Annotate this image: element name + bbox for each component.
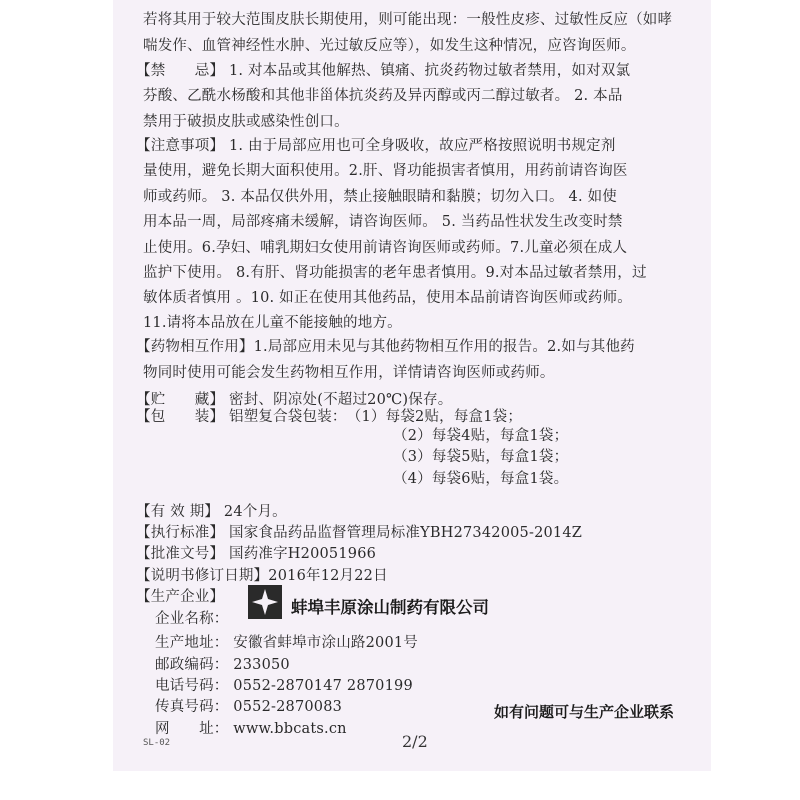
text-line: 【注意事项】 1. 由于局部应用也可全身吸收，故应严格按照说明书规定剂 <box>136 138 616 154</box>
company-logo-icon <box>247 584 283 620</box>
text-line: 网 址： www.bbcats.cn <box>155 721 347 737</box>
text-line: 电话号码： 0552-2870147 2870199 <box>155 678 413 694</box>
text-line: （3）每袋5贴，每盒1袋； <box>393 449 569 465</box>
text-line: 生产地址： 安徽省蚌埠市涂山路2001号 <box>155 635 419 651</box>
contact-note: 如有问题可与生产企业联系 <box>494 703 675 721</box>
text-line: （4）每袋6贴，每盒1袋。 <box>393 471 569 487</box>
text-line: 喘发作、血管神经性水肿、光过敏反应等），如发生这种情况，应咨询医师。 <box>143 38 636 54</box>
text-line: 芬酸、乙酰水杨酸和其他非甾体抗炎药及异丙醇或丙二醇过敏者。 2. 本品 <box>143 88 623 104</box>
text-line: 禁用于破损皮肤或感染性创口。 <box>143 114 349 130</box>
text-line: 【药物相互作用】1.局部应用未见与其他药物相互作用的报告。2.如与其他药 <box>136 339 635 355</box>
text-line: 【包 装】 铝塑复合袋包装： （1）每袋2贴，每盒1袋； <box>136 409 523 425</box>
text-line: 11.请将本品放在儿童不能接触的地方。 <box>143 315 402 331</box>
text-line: 传真号码： 0552-2870083 <box>155 699 343 715</box>
text-line: 监护下使用。 8.有肝、肾功能损害的老年患者慎用。9.对本品过敏者禁用，过 <box>143 265 647 281</box>
page-number: 2/2 <box>402 732 428 751</box>
text-line: 【有 效 期】 24个月。 <box>136 504 287 520</box>
text-line: 【禁 忌】 1. 对本品或其他解热、镇痛、抗炎药物过敏者禁用，如对双氯 <box>136 63 631 79</box>
text-line: 若将其用于较大范围皮肤长期使用，则可能出现：一般性皮疹、过敏性反应（如哮 <box>143 12 673 28</box>
text-line: 止使用。6.孕妇、哺乳期妇女使用前请咨询医师或药师。7.儿童必须在成人 <box>143 240 628 256</box>
text-line: 物同时使用可能会发生药物相互作用，详情请咨询医师或药师。 <box>143 365 555 381</box>
text-line: 【批准文号】 国药准字H20051966 <box>136 546 377 562</box>
text-line: 邮政编码： 233050 <box>155 657 290 673</box>
text-line: 量使用，避免长期大面积使用。2.肝、肾功能损害者慎用，用药前请咨询医 <box>143 163 628 179</box>
text-line: 企业名称： <box>155 611 229 627</box>
company-name: 蚌埠丰原涂山制药有限公司 <box>291 598 489 617</box>
text-line: 【执行标准】 国家食品药品监督管理局标准YBH27342005-2014Z <box>136 525 583 541</box>
text-line: 【生产企业】 <box>136 589 225 605</box>
text-line: 敏体质者慎用 。10. 如正在使用其他药品，使用本品前请咨询医师或药师。 <box>143 290 632 306</box>
text-line: 【贮 藏】 密封、阴凉处(不超过20℃)保存。 <box>136 392 453 408</box>
text-line: 师或药师。 3. 本品仅供外用，禁止接触眼睛和黏膜；切勿入口。 4. 如使 <box>143 189 618 205</box>
text-line: 用本品一周，局部疼痛未缓解，请咨询医师。 5. 当药品性状发生改变时禁 <box>143 214 623 230</box>
text-line: （2）每袋4贴，每盒1袋； <box>393 428 569 444</box>
document-code: SL-02 <box>143 738 171 748</box>
text-line: 【说明书修订日期】2016年12月22日 <box>136 568 388 584</box>
